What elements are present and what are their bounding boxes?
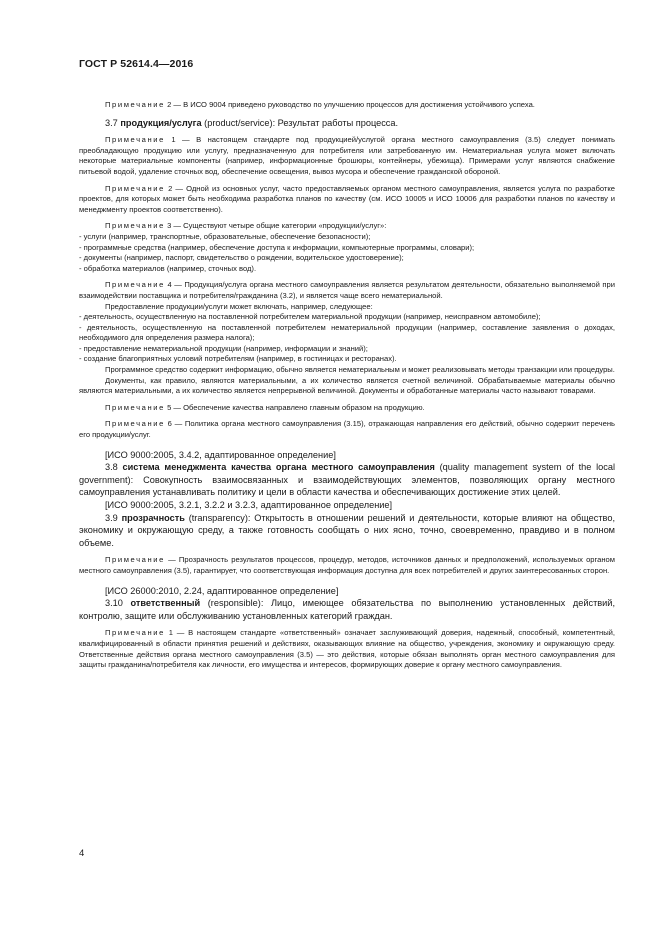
note-label: Примечание xyxy=(105,135,165,145)
note-text: — Прозрачность результатов процессов, процедур, методов, источников данных и предположений, используемых органом местного самоуправления (3.5), гарантирует, что соответствующая информация доступна для всех потребителей и других заинтересованных сторон. xyxy=(79,555,615,575)
term-definition: (quality management system of the local government): Совокупность взаимосвязанных и взаимодействующих элементов, позволяющих органу местного самоуправления устанавливать политику и цели в области качества и обеспечивающих достижение этих целей. xyxy=(79,462,615,498)
list-item: - создание благоприятных условий потребителям (например, в гостиницах и ресторанах). xyxy=(79,354,397,364)
note-label: Примечание xyxy=(105,555,165,565)
note-label: Примечание xyxy=(105,402,165,412)
note-text: 1 — В настоящем стандарте «ответственный» означает заслуживающий доверия, надежный, способный, компетентный, квалифицированный в области принятия решений и действиях, оказывающих влияние на общество, учреждения, экономику и окружающую среду. Ответственные действия органа местного самоуправления (3.5) — это действия, которые обязан выполнять орган местного самоуправления для защиты гражданина/потребителя как личности, его имущества и интересов, формирующих доверие к органу местного самоуправления. xyxy=(79,628,615,670)
list-item: - программные средства (например, обеспечение доступа к информации, компьютерные программы, словари); xyxy=(79,242,475,252)
note-block xyxy=(79,555,615,576)
term-number: 3.8 xyxy=(105,462,123,473)
source-reference: [ИСО 9000:2005, 3.4.2, адаптированное определение] xyxy=(105,449,336,460)
note-label: Примечание xyxy=(105,100,165,109)
term-definition: (responsible): Лицо, имеющее обязательства по выполнению установленных действий, контролю, защите или обслуживанию установленных категорий граждан. xyxy=(79,598,615,621)
term-name: прозрачность xyxy=(121,512,185,523)
term-3-8 xyxy=(79,461,615,499)
source-reference: [ИСО 26000:2010, 2.24, адаптированное определение] xyxy=(105,585,339,596)
note-paragraph: Предоставление продукции/услуги может включать, например, следующее: xyxy=(105,301,373,311)
note-text: 2 — Одной из основных услуг, часто предоставляемых органом местного самоуправления, является услуга по разработке проектов, для которых может быть необходима разработка планов по качеству (см. ИСО 10005 и ИСО 10006 для разработки планов по качеству и менеджменту проектов соответственно). xyxy=(79,183,615,214)
term-name: система менеджмента качества органа местного самоуправления xyxy=(122,462,435,473)
note-paragraph: Программное средство содержит информацию, обычно является нематериальным и может реализовывать методы транзакции или процедуры. xyxy=(105,365,615,375)
list-item: - обработка материалов (например, сточных вод). xyxy=(79,263,257,273)
list-item: - деятельность, осуществленную на поставленной потребителем материальной продукции (например, неисправном автомобиле); xyxy=(79,312,541,322)
note-block xyxy=(79,280,615,397)
document-header: ГОСТ Р 52614.4—2016 xyxy=(79,58,194,70)
note-block xyxy=(79,221,615,274)
note-block xyxy=(79,135,615,177)
note-block xyxy=(79,100,615,111)
document-body xyxy=(79,100,615,677)
note-label: Примечание xyxy=(105,183,165,193)
note-block xyxy=(79,628,615,670)
term-name: продукция/услуга xyxy=(120,117,202,128)
term-number: 3.7 xyxy=(105,117,121,128)
term-name: ответственный xyxy=(130,598,201,609)
term-number: 3.10 xyxy=(105,598,131,609)
note-paragraph: Документы, как правило, являются материальными, а их количество является счетной величиной. Обрабатываемые материалы обычно являются материальными, а их количество является непрерывной величиной. Документы и обработанные материалы часто называют товарами. xyxy=(79,375,615,396)
source-reference: [ИСО 9000:2005, 3.2.1, 3.2.2 и 3.2.3, адаптированное определение] xyxy=(105,500,393,510)
note-label: Примечание xyxy=(105,628,165,638)
note-label: Примечание xyxy=(105,221,165,231)
note-text: 3 — Существуют четыре общие категории «продукции/услуг»: xyxy=(164,221,387,231)
note-block xyxy=(79,419,615,440)
list-item: - деятельность, осуществленную на поставленной потребителем нематериальной продукции (например, составление заявления о доходах, необходимого для определения размера налога); xyxy=(79,322,615,343)
note-label: Примечание xyxy=(105,280,165,290)
note-text: 5 — Обеспечение качества направлено главным образом на продукцию. xyxy=(164,402,425,412)
note-block xyxy=(79,403,615,414)
list-item: - услуги (например, транспортные, образовательные, обеспечение безопасности); xyxy=(79,231,371,241)
list-item: - документы (например, паспорт, свидетельство о рождении, водительское удостоверение); xyxy=(79,253,404,263)
note-text: 4 — Продукция/услуга органа местного самоуправления является результатом деятельности, обязательно выполняемой при взаимодействии поставщика и потребителя/гражданина (3.2), и является чаще всего нематериальной. xyxy=(79,280,615,300)
term-definition: (product/service): Результат работы процесса. xyxy=(201,117,399,128)
note-text: 1 — В настоящем стандарте под продукцией/услугой органа местного самоуправления (3.5) следует понимать преобладающую продукцию или услугу, предназначенную для потребителя или затребованную им. Нематериальная услуга может включать некоторые материальные компоненты (например, информационные брошюры, контейнеры, убежища). Примерами услуг являются снабжение питьевой водой, удаление сточных вод, обеспечение освещения, вывоз мусора и обеспечение гражданской обороной. xyxy=(79,135,615,176)
list-item: - предоставление нематериальной продукции (например, информации и знаний); xyxy=(79,343,368,353)
term-number: 3.9 xyxy=(105,512,122,523)
term-definition: (transparency): Открытость в отношении решений и деятельности, которые влияют на общество, экономику и окружающую среду, а также готовность сообщать о них ясно, точно, своевременно, правдиво и в полном объеме. xyxy=(79,512,615,548)
note-text: 6 — Политика органа местного самоуправления (3.15), отражающая направления его действий, обычно содержит перечень его продукции/услуг. xyxy=(79,419,615,440)
term-3-10 xyxy=(79,597,615,622)
page-number: 4 xyxy=(79,848,85,859)
note-text: 2 — В ИСО 9004 приведено руководство по улучшению процессов для достижения устойчивого успеха. xyxy=(164,100,535,109)
term-3-7 xyxy=(79,117,615,130)
note-block xyxy=(79,184,615,216)
term-3-9 xyxy=(79,512,615,550)
note-label: Примечание xyxy=(105,419,165,429)
